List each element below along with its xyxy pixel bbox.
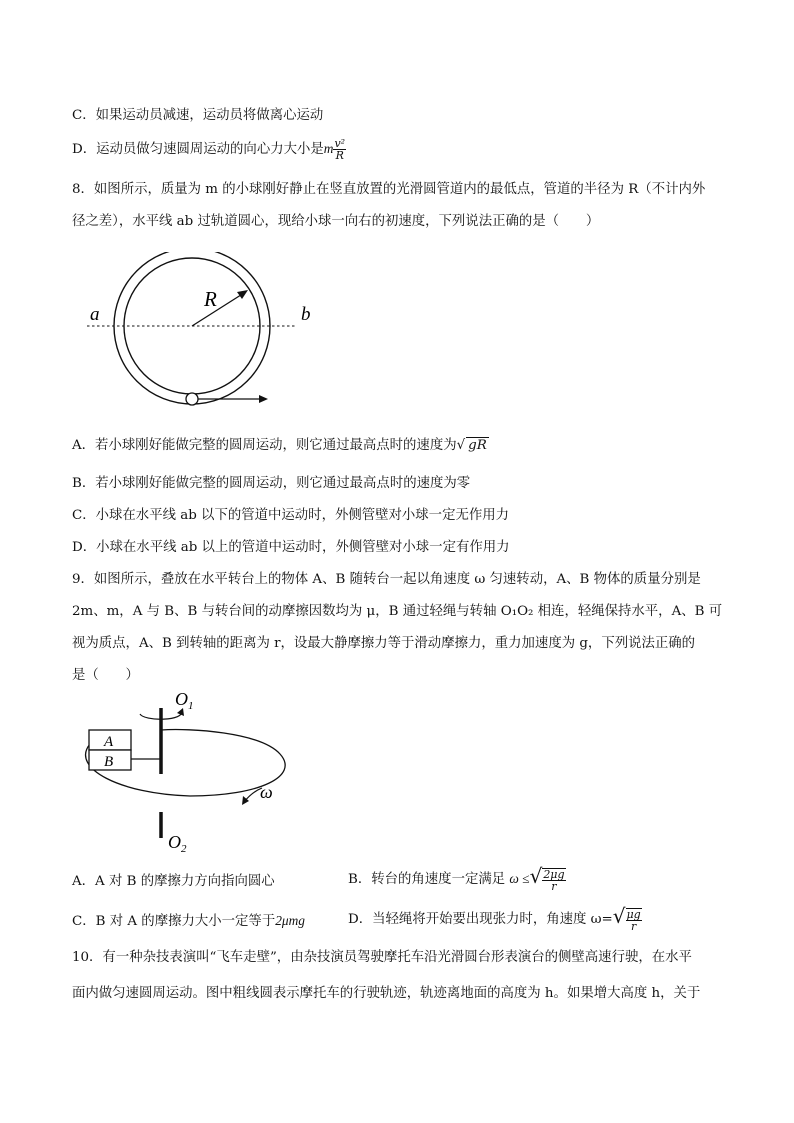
- q9-option-d-denominator: r: [631, 919, 637, 933]
- q7-option-d-denominator: R: [335, 149, 344, 162]
- q7-option-d-text: D．运动员做匀速圆周运动的向心力大小是: [72, 142, 324, 157]
- q8-label-b: b: [301, 304, 311, 325]
- q8-label-r: R: [204, 287, 217, 311]
- q8-outer-tube-wall: [114, 252, 270, 404]
- q10-stem-line-1: 10．有一种杂技表演叫“飞车走壁”，由杂技演员驾驶摩托车沿光滑圆台形表演台的侧壁高速行驶，在水平: [72, 950, 692, 965]
- q9-option-c: [72, 910, 305, 929]
- sqrt-icon: √: [529, 864, 543, 888]
- q8-label-a: a: [90, 304, 100, 325]
- q8-small-ball: [186, 393, 198, 405]
- q9-option-b-fraction: [542, 868, 565, 892]
- q9-option-b-denominator: r: [551, 879, 557, 893]
- q7-option-d-fraction: [333, 138, 346, 161]
- q9-stem-line-2: 2m、m，A 与 B、B 与转台间的动摩擦因数均为 μ，B 通过轻绳与转轴 O₁O₂ 相连，轻绳保持水平，A、B 可: [72, 604, 723, 619]
- q9-option-d-numerator: μg: [626, 907, 641, 921]
- q10-stem-line-2: 面内做匀速圆周运动。图中粗线圆表示摩托车的行驶轨迹，轨迹离地面的高度为 h。如果增大高度 h，关于: [72, 986, 701, 1001]
- q9-label-o1: $O_1$: [175, 689, 194, 712]
- q8-circular-tube-figure: [82, 252, 322, 414]
- q8-radius-arrowhead: [237, 290, 248, 299]
- q8-option-b: B．若小球刚好能做完整的圆周运动，则它通过最高点时的速度为零: [72, 476, 471, 491]
- q9-label-omega: ω: [260, 782, 273, 802]
- q9-option-d-fraction: [626, 908, 642, 932]
- q8-velocity-arrowhead: [259, 395, 268, 403]
- q7-option-d-mass: m: [323, 141, 334, 156]
- q9-option-b-text: B．转台的角速度一定满足: [348, 872, 506, 887]
- q7-option-c: C．如果运动员减速，运动员将做离心运动: [72, 108, 324, 123]
- q8-radius-arrow: [192, 293, 244, 326]
- q8-option-c: C．小球在水平线 ab 以下的管道中运动时，外侧管壁对小球一定无作用力: [72, 508, 510, 523]
- q9-option-c-text: C．B 对 A 的摩擦力大小一定等于: [72, 914, 276, 929]
- q9-option-b-numerator: 2μg: [543, 867, 565, 881]
- q9-option-d-text: D．当轻绳将开始要出现张力时，角速度 ω=: [348, 912, 613, 927]
- q8-option-a-text: A．若小球刚好能做完整的圆周运动，则它通过最高点时的速度为: [72, 438, 457, 453]
- q9-stem-line-4: 是（ ）: [72, 668, 139, 683]
- q9-stem-line-1: 9．如图所示，叠放在水平转台上的物体 A、B 随转台一起以角速度 ω 匀速转动，A、B 物体的质量分别是: [72, 572, 701, 587]
- q8-option-a-radicand: gR: [468, 438, 487, 453]
- q8-option-a: [72, 434, 489, 453]
- q9-label-b: B: [104, 754, 114, 770]
- q9-option-b: [348, 864, 566, 892]
- q9-option-a: A．A 对 B 的摩擦力方向指向圆心: [72, 874, 275, 889]
- sqrt-icon: √: [612, 904, 626, 928]
- sqrt-icon: √: [456, 438, 466, 453]
- q8-option-d: D．小球在水平线 ab 以上的管道中运动时，外侧管壁对小球一定有作用力: [72, 540, 510, 555]
- q9-turntable-figure: [80, 688, 300, 860]
- q9-label-o2: $O_2$: [168, 832, 187, 855]
- q7-option-d: [72, 138, 346, 161]
- q9-option-b-lhs: ω ≤: [509, 871, 530, 886]
- q9-label-a: A: [104, 734, 114, 750]
- q9-option-d: [348, 904, 642, 932]
- q8-stem-line-1: 8．如图所示，质量为 m 的小球刚好静止在竖直放置的光滑圆管道内的最低点，管道的半径为 R（不计内外: [72, 182, 706, 197]
- q9-option-c-value: 2μmg: [275, 913, 306, 928]
- q9-stem-line-3: 视为质点，A、B 到转轴的距离为 r，设最大静摩擦力等于滑动摩擦力，重力加速度为 g，下列说法正确的: [72, 636, 696, 651]
- q8-stem-line-2: 径之差），水平线 ab 过轨道圆心，现给小球一向右的初速度，下列说法正确的是（ ）: [72, 214, 600, 229]
- q7-option-d-numerator: v²: [334, 137, 346, 150]
